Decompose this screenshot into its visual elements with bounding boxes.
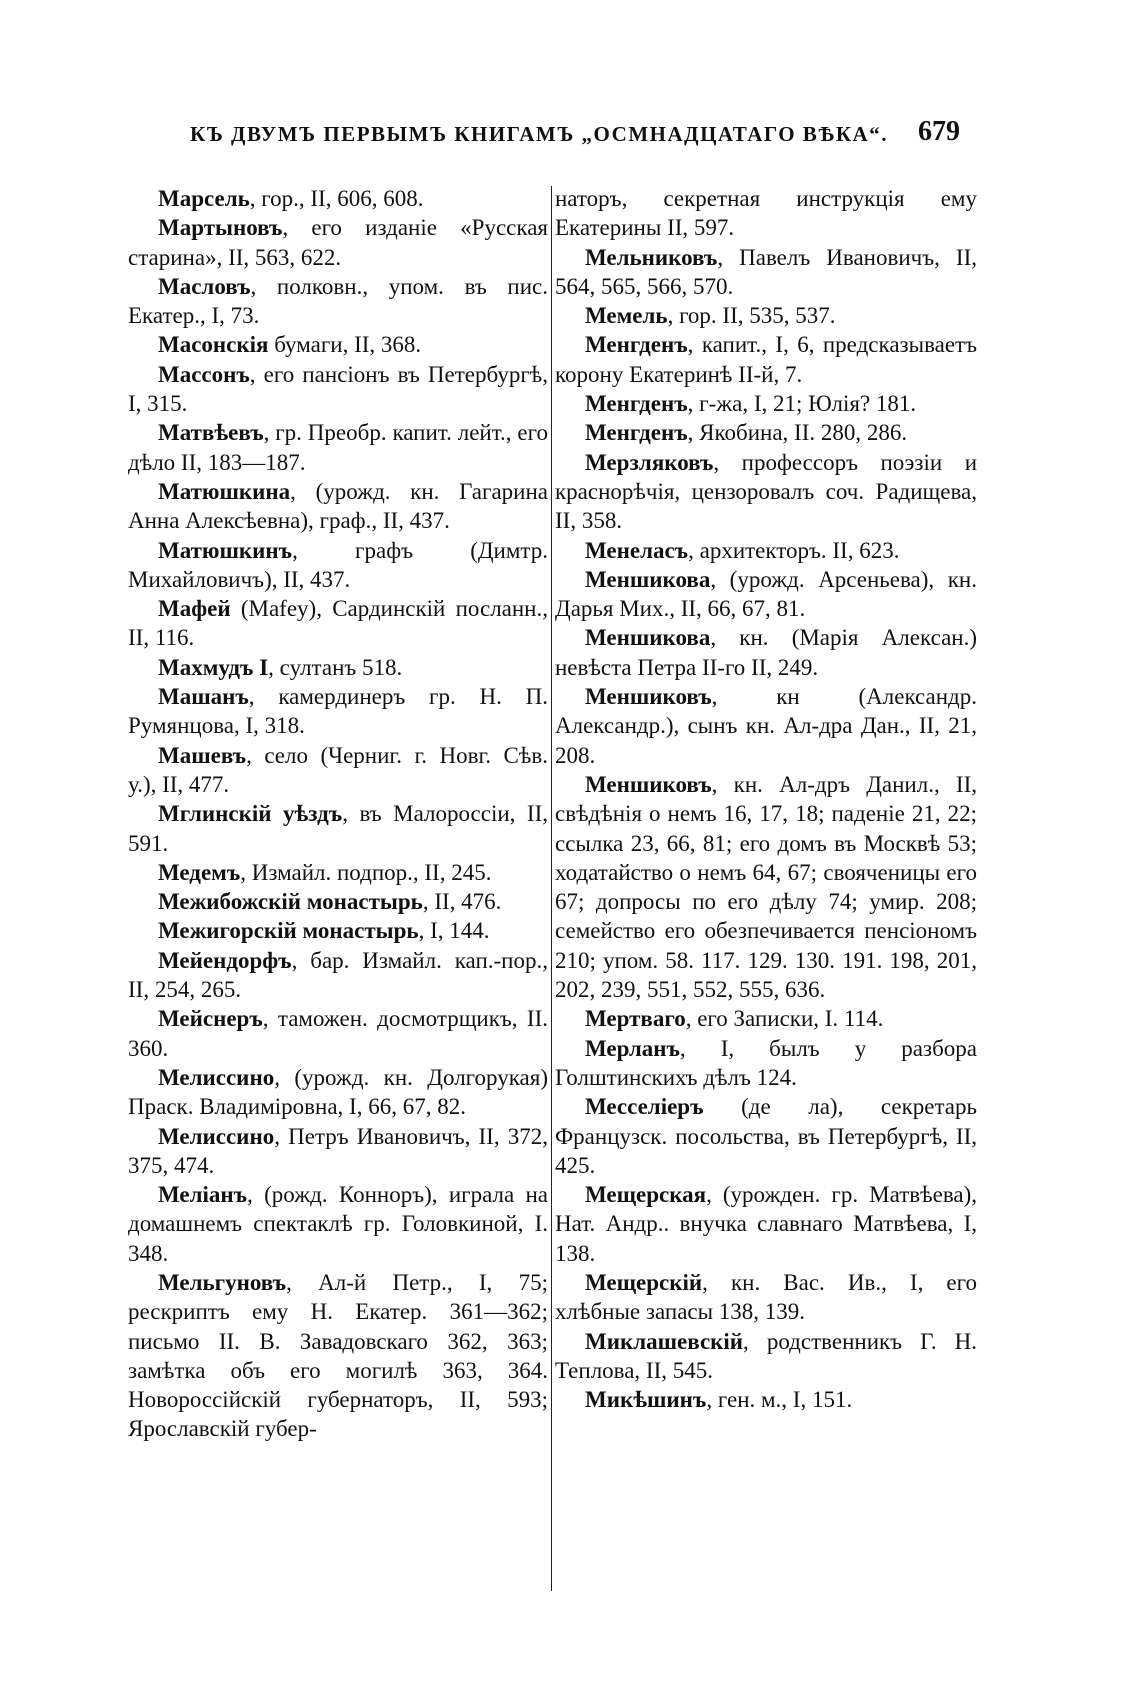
entry-headword: Микѣшинъ [585, 1387, 707, 1413]
entry-text: , гор., II, 606, 608. [249, 186, 424, 211]
entry-headword: Меншиковъ [585, 771, 712, 797]
index-entry [128, 330, 548, 359]
index-entry [555, 1385, 977, 1414]
entry-text: (Mafey), Сардинскій посланн., II, 116. [128, 596, 548, 651]
entry-headword: Меншикова [585, 625, 711, 651]
entry-headword: Мартыновъ [158, 215, 283, 241]
column-divider [551, 186, 552, 1591]
entry-headword: Менгденъ [585, 332, 688, 358]
index-entry [128, 1268, 548, 1444]
entry-headword: Мещерская [585, 1182, 707, 1208]
index-entry [128, 741, 548, 800]
index-entry [555, 389, 977, 418]
entry-text: , I, 144. [418, 918, 490, 944]
index-entry [128, 1122, 548, 1181]
entry-headword: Матюшкина [158, 478, 291, 504]
index-entry [555, 330, 977, 389]
index-entry [128, 887, 548, 916]
index-entry [128, 594, 548, 653]
entry-text: , бар. Измайл. кап.-пор., II, 254, 265. [128, 947, 548, 1003]
entry-headword: Массонъ [158, 361, 250, 387]
entry-text: наторъ, секретная инструкція ему Екатерины II, 597. [555, 186, 977, 241]
entry-text: , II, 476. [422, 889, 502, 915]
entry-text: бумаги, II, 368. [268, 332, 422, 358]
entry-text: , графъ (Димтр. Михайловичъ), II, 437. [128, 537, 548, 592]
entry-text: , I, былъ у разбора Голштинскихъ дѣлъ 124. [555, 1035, 977, 1090]
entry-text: , (рожд. Конноръ), играла на домашнемъ спектаклѣ гр. Головкиной, I. 348. [128, 1182, 548, 1266]
entry-headword: Мелиссино [158, 1064, 275, 1090]
entry-text: , (урожд. кн. Долгорукая) Праск. Владиміровна, I, 66, 67, 82. [128, 1064, 548, 1120]
entry-text: , Измайл. подпор., II, 245. [240, 859, 492, 885]
index-entry [128, 184, 548, 213]
entry-headword: Меншикова [585, 566, 711, 592]
index-entry [128, 916, 548, 945]
entry-headword: Менеласъ [585, 537, 689, 563]
entry-text: , гр. Преобр. капит. лейт., его дѣло II, 183—187. [128, 420, 548, 475]
entry-headword: Масловъ [158, 273, 251, 299]
index-entry [555, 448, 977, 536]
index-entry [128, 418, 548, 477]
entry-headword: Матвѣевъ [158, 420, 264, 446]
index-entry [128, 1004, 548, 1063]
entry-headword: Меліанъ [158, 1182, 248, 1208]
entry-headword: Мглинскій уѣздъ [158, 801, 343, 827]
entry-text: , (урожден. гр. Матвѣева), Нат. Андр.. внучка славнаго Матвѣева, I, 138. [555, 1182, 977, 1266]
entry-text: , (урожд. кн. Гагарина Анна Алексѣевна), граф., II, 437. [128, 478, 548, 534]
index-column-right [555, 184, 977, 1594]
entry-text: , Петръ Ивановичъ, II, 372, 375, 474. [128, 1123, 548, 1178]
running-head: КЪ ДВУМЪ ПЕРВЫМЪ КНИГАМЪ „ОСМНАДЦАТАГО ВѢКА“. [190, 122, 888, 146]
entry-text: , полковн., упом. въ пис. Екатер., I, 73. [128, 273, 548, 329]
entry-headword: Миклашевскій [585, 1328, 744, 1354]
entry-headword: Мейендорфъ [158, 947, 292, 973]
entry-headword: Менгденъ [585, 420, 688, 446]
entry-text: , ген. м., I, 151. [706, 1387, 853, 1413]
entry-headword: Мельниковъ [585, 244, 718, 270]
index-entry [555, 1327, 977, 1386]
entry-headword: Матюшкинъ [158, 537, 293, 563]
entry-text: , кн. (Марія Алексан.) невѣста Петра II-го II, 249. [555, 625, 977, 680]
entry-text: , его пансіонъ въ Петербургѣ, I, 315. [128, 361, 548, 417]
entry-text: , родственникъ Г. Н. Теплова, II, 545. [555, 1328, 977, 1383]
entry-text: , его изданіе «Русская старина», II, 563, 622. [128, 215, 548, 270]
entry-text: , въ Малороссіи, II, 591. [128, 801, 548, 856]
index-entry [128, 1180, 548, 1268]
index-entry [555, 1268, 977, 1327]
entry-text: , камердинеръ гр. Н. П. Румянцова, I, 318. [128, 684, 548, 739]
entry-text: , село (Черниг. г. Новг. Сѣв. у.), II, 477. [128, 742, 548, 797]
index-entry [555, 301, 977, 330]
entry-text: (де ла), секретарь Французск. посольства, въ Петербургѣ, II, 425. [555, 1094, 977, 1178]
entry-headword: Мерзляковъ [585, 449, 714, 475]
index-column-left [128, 184, 548, 1594]
index-entry [128, 799, 548, 858]
index-entry [128, 946, 548, 1005]
entry-text: , кн. Ал-дръ Данил., II, свѣдѣнія о немъ 16, 17, 18; паденіе 21, 22; ссылка 23, 66, 81; его домъ въ Москвѣ 53; ходатайство о немъ 64, 67; свояченицы его 67; допросы по его дѣлу 74; умир. 208; семейство его обезпечивается пенсіономъ 210; упом. 58. 117. 129. 130. 191. 198, 201, 202, 239, 551, 552, 555, 636. [555, 771, 977, 1003]
index-entry [128, 213, 548, 272]
page-number: 679 [918, 116, 960, 147]
entry-text: , г-жа, I, 21; Юлія? 181. [687, 391, 917, 417]
entry-text: , гор. II, 535, 537. [667, 303, 836, 329]
entry-text: , (урожд. Арсеньева), кн. Дарья Мих., II, 66, 67, 81. [555, 566, 977, 622]
entry-headword: Менгденъ [585, 391, 688, 417]
index-entry [555, 1092, 977, 1180]
entry-headword: Марсель [158, 186, 250, 211]
index-entry [128, 653, 548, 682]
index-entry [555, 418, 977, 447]
entry-text: , его Записки, I. 114. [685, 1006, 884, 1032]
index-entry [555, 243, 977, 302]
entry-headword: Межигорскій монастырь [158, 918, 419, 944]
entry-headword: Мемель [585, 303, 668, 329]
index-entry [555, 565, 977, 624]
index-entry [555, 536, 977, 565]
entry-text: , профессоръ поэзіи и краснорѣчія, цензоровалъ соч. Радищева, II, 358. [555, 449, 977, 534]
entry-headword: Масонскія [158, 332, 269, 358]
entry-headword: Машанъ [158, 684, 249, 710]
entry-text: , Якобина, II. 280, 286. [687, 420, 908, 446]
entry-text: , таможен. досмотрщикъ, II. 360. [128, 1006, 548, 1061]
entry-headword: Мерланъ [585, 1035, 680, 1061]
entry-headword: Медемъ [158, 859, 241, 885]
entry-headword: Межибожскій монастырь [158, 889, 423, 915]
entry-text: , кн (Александр. Александр.), сынъ кн. Ал-дра Дан., II, 21, 208. [555, 684, 977, 768]
entry-text: , Ал-й Петр., I, 75; рескриптъ ему Н. Екатер. 361—362; письмо II. В. Завадовскаго 362, 363; замѣтка объ его могилѣ 363, 364. Новороссійскій губернаторъ, II, 593; Ярославскій губер- [128, 1269, 548, 1442]
entry-headword: Месселіеръ [585, 1094, 704, 1120]
entry-text: , архитекторъ. II, 623. [688, 537, 900, 563]
entry-headword: Мещерскій [585, 1269, 703, 1295]
index-entry [128, 1063, 548, 1122]
index-entry [555, 623, 977, 682]
index-entry [128, 360, 548, 419]
entry-headword: Мелиссино [158, 1123, 275, 1149]
index-entry [128, 272, 548, 331]
index-entry [128, 682, 548, 741]
entry-headword: Махмудъ I [158, 654, 269, 680]
entry-headword: Машевъ [158, 742, 247, 768]
entry-text: , султанъ 518. [268, 654, 403, 680]
index-entry [128, 477, 548, 536]
entry-headword: Мафей [158, 596, 231, 622]
index-entry [555, 1004, 977, 1033]
index-entry [555, 770, 977, 1004]
index-entry [128, 536, 548, 595]
index-entry [555, 184, 977, 243]
entry-text: , капит., I, 6, предсказываетъ корону Екатеринѣ II-й, 7. [555, 332, 977, 387]
entry-text: , Павелъ Ивановичъ, II, 564, 565, 566, 570. [555, 244, 977, 299]
index-entry [555, 682, 977, 770]
index-entry [555, 1034, 977, 1093]
entry-headword: Мельгуновъ [158, 1269, 287, 1295]
entry-headword: Мейснеръ [158, 1006, 263, 1032]
entry-text: , кн. Вас. Ив., I, его хлѣбные запасы 138, 139. [555, 1269, 977, 1325]
index-entry [555, 1180, 977, 1268]
index-entry [128, 858, 548, 887]
entry-headword: Мертваго [585, 1006, 686, 1032]
entry-headword: Меншиковъ [585, 684, 712, 710]
